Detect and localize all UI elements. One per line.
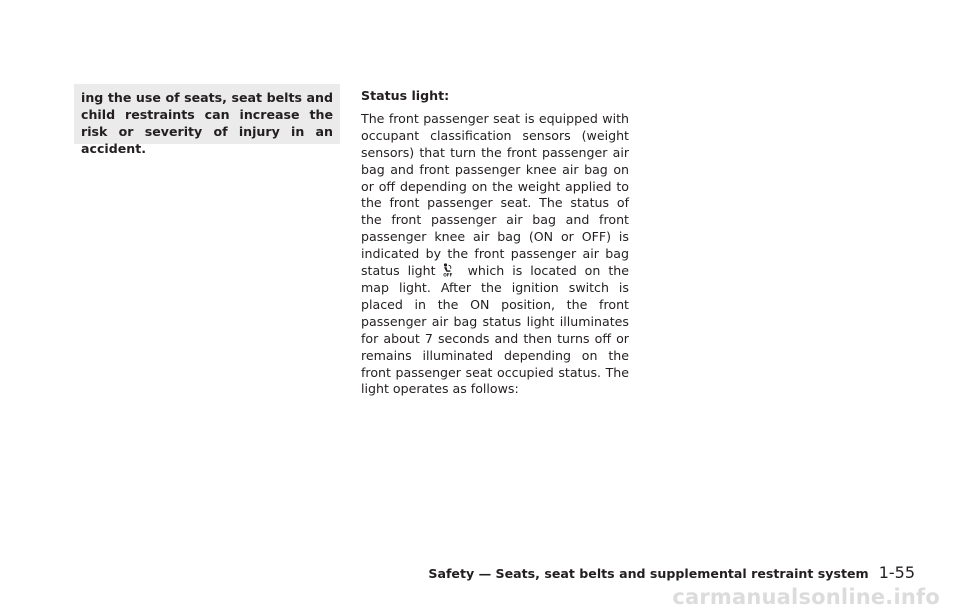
passenger-airbag-off-icon [442,263,456,277]
status-light-text-part2: which is located on the map light. After the ignition switch is placed in the ON position, the front passenger air bag status light illuminates for about 7 seconds and then turns off or remains illuminated depending on the front passenger seat occupied status. The light operates as follows: [361,263,629,397]
page-number: 1-55 [878,563,915,582]
svg-text:OFF: OFF [442,272,453,278]
warning-text: ing the use of seats, seat belts and child restraints can increase the risk or severity of injury in an accident. [81,90,333,156]
status-light-section [361,88,629,398]
page-footer [428,563,915,582]
status-light-paragraph [361,111,629,398]
status-light-heading: Status light: [361,88,450,103]
footer-section-title: Safety — Seats, seat belts and supplemental restraint system [428,566,869,581]
status-light-text-part1: The front passenger seat is equipped with occupant classification sensors (weight sensors) that turn the front passenger air bag and front passenger knee air bag on or off depending on the weight applied to the front passenger seat. The status of the front passenger air bag and front passenger knee air bag (ON or OFF) is indicated by the front passenger air bag status light [361,110,629,279]
watermark: carmanualsonline.info [672,585,940,609]
